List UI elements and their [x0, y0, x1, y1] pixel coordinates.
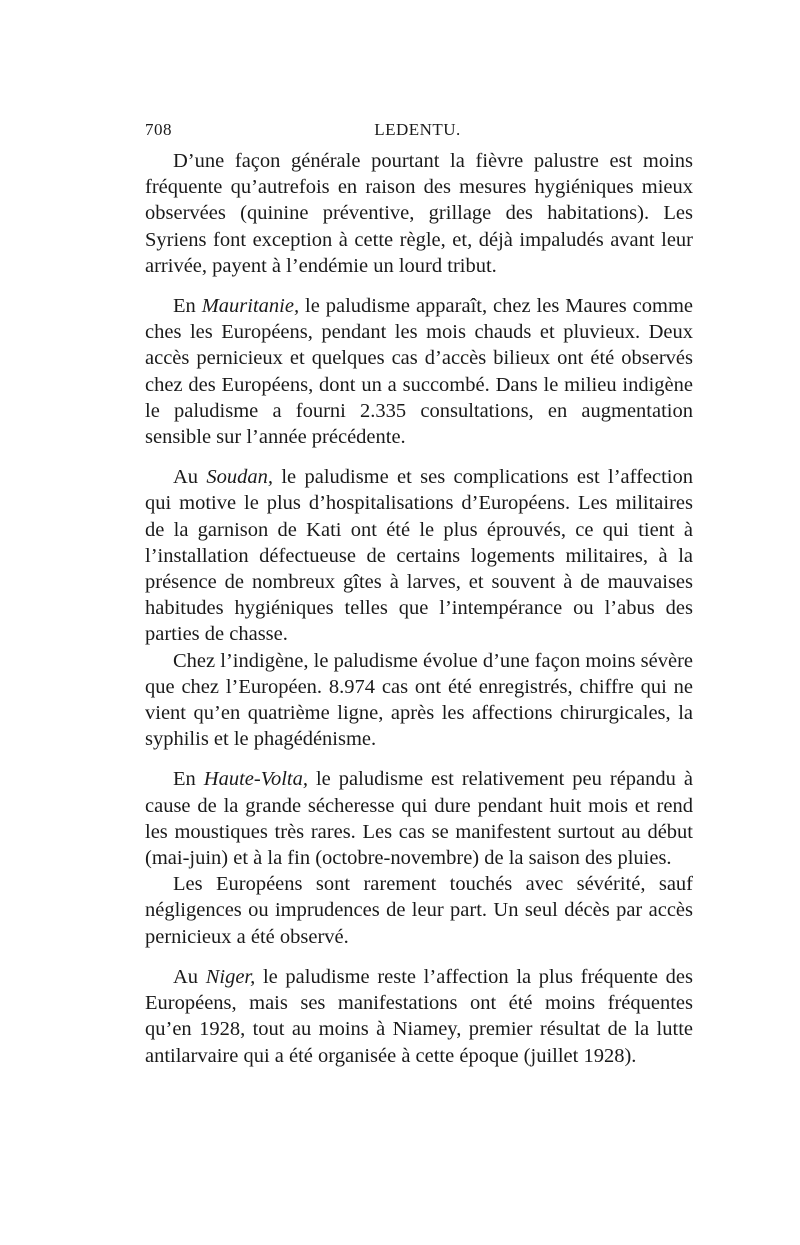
running-head: LEDENTU. [374, 120, 461, 139]
place-name-soudan: Soudan, [206, 466, 274, 489]
paragraph-text: Chez l’indigène, le paludisme évolue d’une façon moins sévère que chez l’Européen. 8.974 cas ont été enregistrés, chiffre qui ne vient qu’en quatrième ligne, après les affections chirurgicales, la syphilis et le phagédénisme. [145, 649, 693, 751]
place-name-niger: Niger, [205, 965, 256, 988]
paragraph-text: le paludisme apparaît, chez les Maures comme ches les Européens, pendant les mois chauds et pluvieux. Deux accès pernicieux et quelques cas d’accès bilieux ont été observés chez des Européens, dont un a succombé. Dans le milieu indigène le paludisme a fourni 2.335 consultations, en augmentation sensible sur l’année précédente. [145, 295, 693, 449]
paragraph-lead: Au [173, 965, 206, 988]
paragraph-indigene [145, 648, 693, 753]
paragraph-lead: En [173, 295, 202, 318]
paragraph-europeens [145, 871, 693, 950]
paragraph-text: le paludisme reste l’affection la plus fréquente des Européens, mais ses manifestations ont été moins fréquentes qu’en 1928, tout au moins à Niamey, premier résultat de la lutte antilarvaire qui a été organisée à cette époque (juillet 1928). [145, 965, 693, 1067]
paragraph-text: le paludisme et ses complications est l’affection qui motive le plus d’hospitalisations d’Européens. Les militaires de la garnison de Kati ont été le plus éprouvés, ce qui tient à l’installation défectueuse de certains logements militaires, à la présence de nombreux gîtes à larves, et souvent à de mauvaises habitudes hygiéniques telles que l’intempérance ou l’abus des parties de chasse. [145, 466, 693, 646]
paragraph-text: D’une façon générale pourtant la fièvre palustre est moins fréquente qu’autrefois en raison des mesures hygiéniques mieux observées (quinine préventive, grillage des habitations). Les Syriens font exception à cette règle, et, déjà impaludés avant leur arrivée, payent à l’endémie un lourd tribut. [145, 150, 693, 277]
place-name-mauritanie: Mauritanie, [201, 295, 300, 318]
paragraph-mauritanie [145, 293, 693, 450]
page-body [145, 148, 693, 1069]
paragraph-general [145, 148, 693, 279]
place-name-haute-volta: Haute-Volta, [203, 768, 308, 791]
paragraph-niger [145, 964, 693, 1069]
paragraph-soudan [145, 464, 693, 647]
paragraph-text: le paludisme est relativement peu répandu à cause de la grande sécheresse qui dure pendant huit mois et rend les moustiques très rares. Les cas se manifestent surtout au début (mai-juin) et à la fin (octobre-novembre) de la saison des pluies. [145, 768, 693, 870]
paragraph-text: Les Européens sont rarement touchés avec sévérité, sauf négligences ou imprudences de leur part. Un seul décès par accès pernicieux a été observé. [145, 873, 693, 948]
paragraph-lead: Au [173, 466, 207, 489]
page-number: 708 [145, 120, 172, 139]
paragraph-lead: En [173, 768, 204, 791]
paragraph-haute-volta [145, 766, 693, 871]
